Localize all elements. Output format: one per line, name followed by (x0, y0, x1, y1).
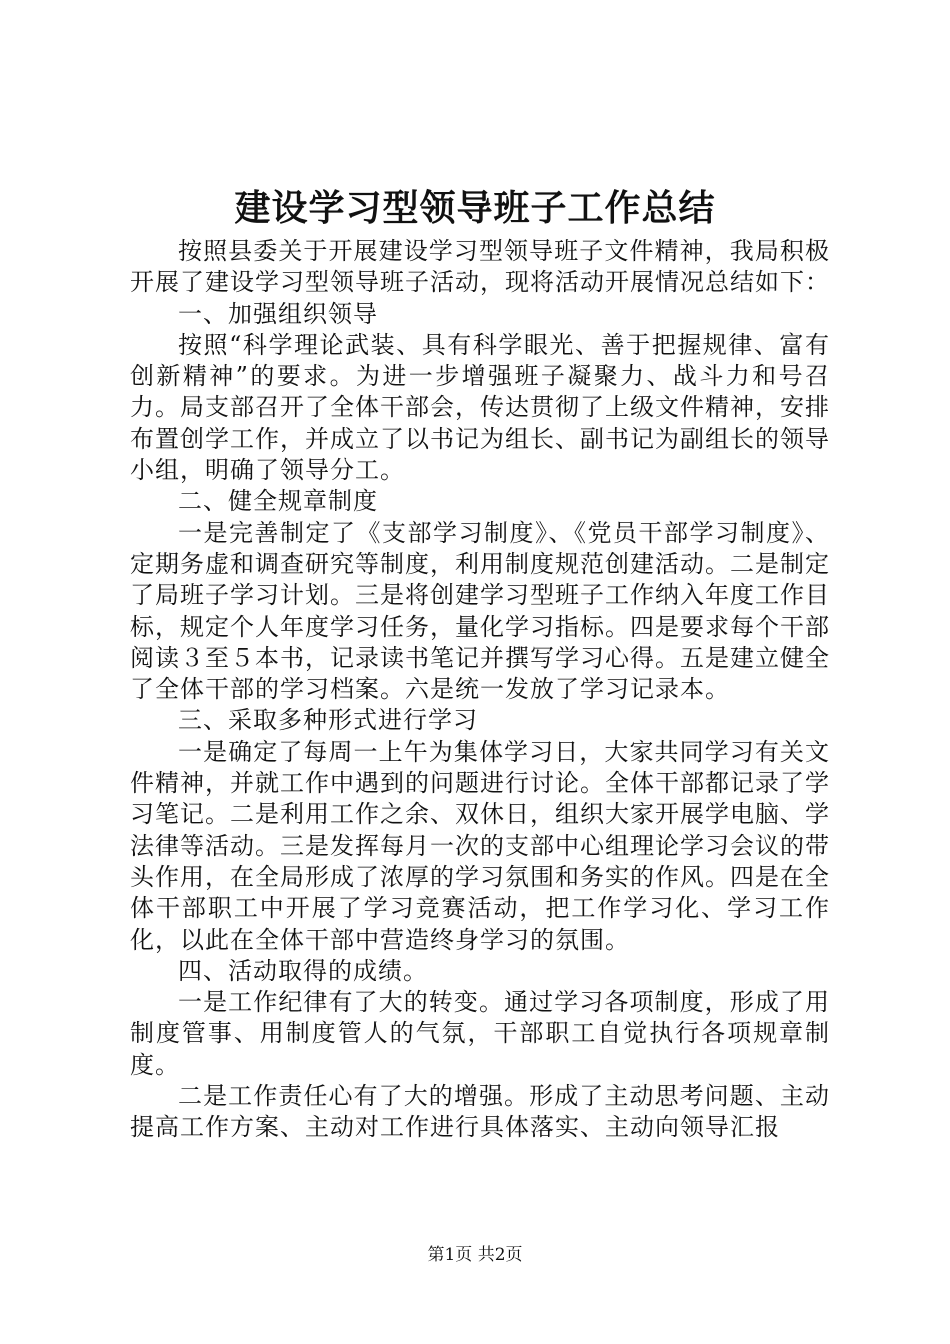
section-heading-1: 一、加强组织领导 (178, 299, 378, 328)
section-2-paragraph: 一是完善制定了《支部学习制度》、《党员干部学习制度》、定期务虚和调查研究等制度，利用制度规范创建活动。二是制定了局班子学习计划。三是将创建学习型班子工作纳入年度工作目标，规定个人年度学习任务，量化学习指标。四是要求每个干部阅读３至５本书，记录读书笔记并撰写学习心得。五是建立健全了全体干部的学习档案。六是统一发放了学习记录本。 (130, 518, 830, 704)
intro-paragraph: 按照县委关于开展建设学习型领导班子文件精神，我局积极开展了建设学习型领导班子活动，现将活动开展情况总结如下： (130, 237, 830, 297)
page-footer: 第1页 共2页 (427, 1245, 523, 1265)
section-4-paragraph-2: 二是工作责任心有了大的增强。形成了主动思考问题、主动提高工作方案、主动对工作进行具体落实、主动向领导汇报 (130, 1082, 830, 1142)
section-heading-4: 四、活动取得的成绩。 (178, 956, 428, 985)
document-body (130, 236, 830, 1144)
section-1-paragraph: 按照“科学理论武装、具有科学眼光、善于把握规律、富有创新精神”的要求。为进一步增强班子凝聚力、战斗力和号召力。局支部召开了全体干部会，传达贯彻了上级文件精神，安排布置创学工作，并成立了以书记为组长、副书记为副组长的领导小组，明确了领导分工。 (130, 330, 830, 485)
section-heading-3: 三、采取多种形式进行学习 (178, 706, 478, 735)
section-heading-2: 二、健全规章制度 (178, 487, 378, 516)
section-3-paragraph: 一是确定了每周一上午为集体学习日，大家共同学习有关文件精神，并就工作中遇到的问题进行讨论。全体干部都记录了学习笔记。二是利用工作之余、双休日，组织大家开展学电脑、学法律等活动。三是发挥每月一次的支部中心组理论学习会议的带头作用，在全局形成了浓厚的学习氛围和务实的作风。四是在全体干部职工中开展了学习竞赛活动，把工作学习化、学习工作化，以此在全体干部中营造终身学习的氛围。 (130, 737, 830, 954)
document-title: 建设学习型领导班子工作总结 (234, 187, 716, 229)
section-4-paragraph-1: 一是工作纪律有了大的转变。通过学习各项制度，形成了用制度管事、用制度管人的气氛，干部职工自觉执行各项规章制度。 (130, 988, 830, 1079)
